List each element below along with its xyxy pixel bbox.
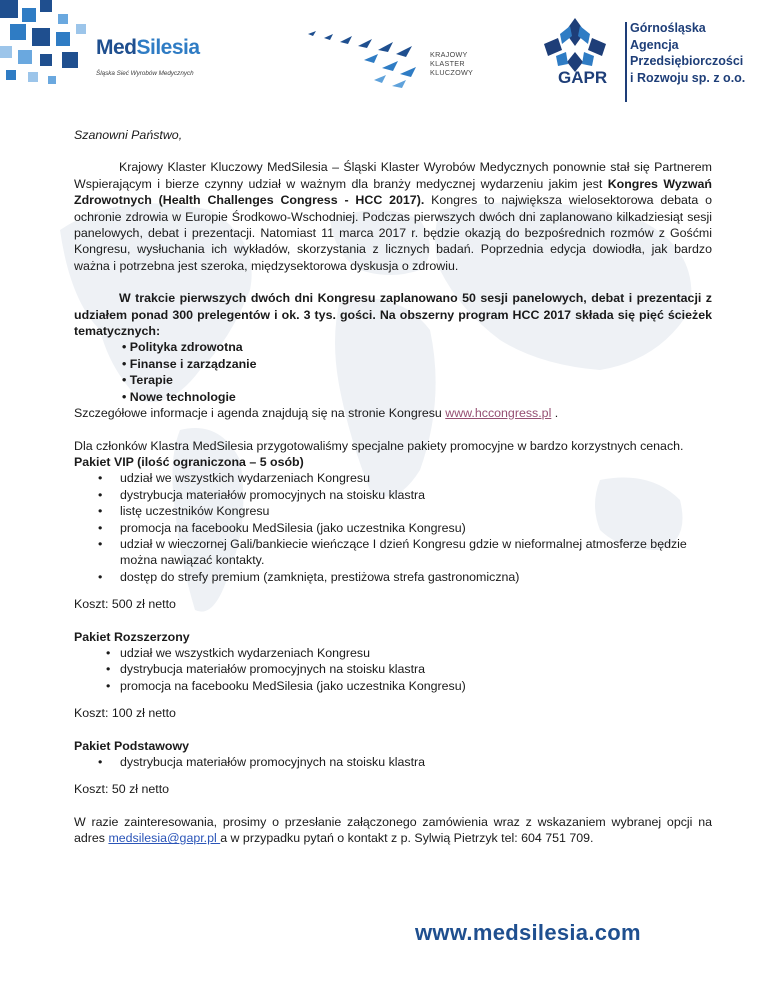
basic-cost: Koszt: 50 zł netto [74, 782, 170, 797]
vip-package-list [74, 470, 712, 585]
closing-text-a: W razie zainteresowania, prosimy o przesłanie załączonego zamówienia wraz z wskazaniem wybranej opcji na adres [74, 814, 712, 846]
list-item: • dystrybucja materiałów promocyjnych na stoisku klastra [106, 662, 426, 677]
medsilesia-squares-icon [0, 0, 100, 100]
topic-item: • Terapie [122, 372, 712, 388]
gapr-abbreviation: GAPR [558, 68, 608, 87]
email-link[interactable]: medsilesia@gapr.pl [108, 831, 221, 846]
gapr-logo [528, 14, 768, 104]
intro-paragraph [74, 159, 712, 274]
program-paragraph: W trakcie pierwszych dwóch dni Kongresu zaplanowano 50 sesji panelowych, debat i prezentacji z udziałem ponad 300 prelegentów i ok. 3 tys. gości. Na obszerny program HCC 2017 składa się pięć ścieżek tematycznych: [74, 291, 712, 339]
hccongress-link[interactable]: www.hccongress.pl [445, 406, 552, 421]
krajowy-klaster-kluczowy-logo [300, 20, 490, 100]
list-item: • dystrybucja materiałów promocyjnych na stoisku klastra [98, 755, 426, 769]
topic-item: • Finanse i zarządzanie [122, 356, 712, 372]
bullet: • [98, 487, 103, 502]
basic-package-title: Pakiet Podstawowy [74, 738, 189, 753]
bullet: • [106, 645, 111, 660]
bullet: • [106, 662, 111, 677]
bullet: • [98, 520, 103, 535]
bullet: • [106, 678, 111, 693]
letter-body [74, 127, 712, 847]
vip-package-title: Pakiet VIP (ilość ograniczona – 5 osób) [74, 454, 304, 469]
extended-cost: Koszt: 100 zł netto [74, 706, 176, 721]
intro-text-a: Krajowy Klaster Kluczowy MedSilesia – Śląski Klaster Wyrobów Medycznych ponownie stał się Partnerem Wspierającym i bierze czynny udział w ważnym dla branży medycznej wydarzeniu jakim jest [74, 160, 712, 191]
list-item: • dostęp do strefy premium (zamknięta, prestiżowa strefa gastronomiczna) [98, 569, 520, 584]
medsilesia-logo [0, 0, 215, 100]
details-paragraph [74, 405, 712, 421]
bullet: • [98, 536, 103, 551]
medsilesia-tagline: Śląska Sieć Wyrobów Medycznych [96, 70, 194, 77]
bullet: • [98, 569, 103, 584]
details-end: . [551, 406, 559, 421]
vip-cost: Koszt: 500 zł netto [74, 597, 176, 612]
list-item: • listę uczestników Kongresu [98, 504, 270, 519]
extended-package-title: Pakiet Rozszerzony [74, 629, 190, 644]
kkk-logo-text: KRAJOWY KLASTER KLUCZOWY [430, 50, 474, 77]
closing-text-b: a w przypadku pytań o kontakt z p. Sylwią Pietrzyk tel: 604 751 709. [220, 831, 594, 846]
list-item: • udział we wszystkich wydarzeniach Kongresu [98, 471, 370, 486]
list-item: • promocja na facebooku MedSilesia (jako uczestnika Kongresu) [106, 678, 466, 693]
bullet: • [98, 504, 103, 519]
closing-paragraph [74, 814, 712, 847]
list-item: • udział w wieczornej Gali/bankiecie wieńczące I dzień Kongresu gdzie w nieformalnej atmosferze będzie można nawiązać kontakty. [98, 536, 687, 568]
gapr-divider [625, 22, 627, 102]
basic-package-list [74, 754, 712, 770]
gapr-full-name: Górnośląska Agencja Przedsiębiorczości i Rozwoju sp. z o.o. [630, 21, 746, 85]
list-item: • promocja na facebooku MedSilesia (jako uczestnika Kongresu) [98, 520, 466, 535]
medsilesia-wordmark: MedSilesia [96, 36, 200, 59]
footer-website-url[interactable]: www.medsilesia.com [415, 920, 641, 945]
congress-name: Kongres Wyzwań Zdrowotnych (Health Challenges Congress - HCC 2017). [74, 176, 713, 208]
topic-item: • Nowe technologie [122, 389, 712, 405]
list-item: • dystrybucja materiałów promocyjnych na stoisku klastra [98, 487, 426, 502]
list-item: • udział we wszystkich wydarzeniach Kongresu [106, 645, 370, 660]
topic-item: • Polityka zdrowotna [122, 339, 712, 355]
bullet: • [98, 471, 103, 486]
topics-list [122, 339, 712, 405]
details-text: Szczegółowe informacje i agenda znajdują się na stronie Kongresu [74, 406, 446, 421]
intro-text-b: Kongres to największa wielosektorowa debata o ochronie zdrowia w Europie Środkowo-Wschodniej. Podczas pierwszych dwóch dni zaplanowano kilkadziesiąt sesji panelowych, debat i prezentacji. Natomiast 11 marca 2017 r. będzie okazją do bezpośrednich rozmów z Gośćmi Kongresu, wysłuchania ich wykładów, skorzystania z licznych badań. Poprzednia edycja dowiodła, jak bardzo ważna i potrzebna jest szeroka, międzysektorowa dyskusja o zdrowiu. [74, 193, 712, 273]
greeting: Szanowni Państwo, [74, 128, 183, 142]
extended-package-list [74, 645, 712, 694]
packages-intro: Dla członków Klastra MedSilesia przygotowaliśmy specjalne pakiety promocyjne w bardzo korzystnych cenach. [74, 438, 684, 453]
bullet: • [98, 755, 103, 769]
flying-birds-icon [300, 20, 430, 100]
